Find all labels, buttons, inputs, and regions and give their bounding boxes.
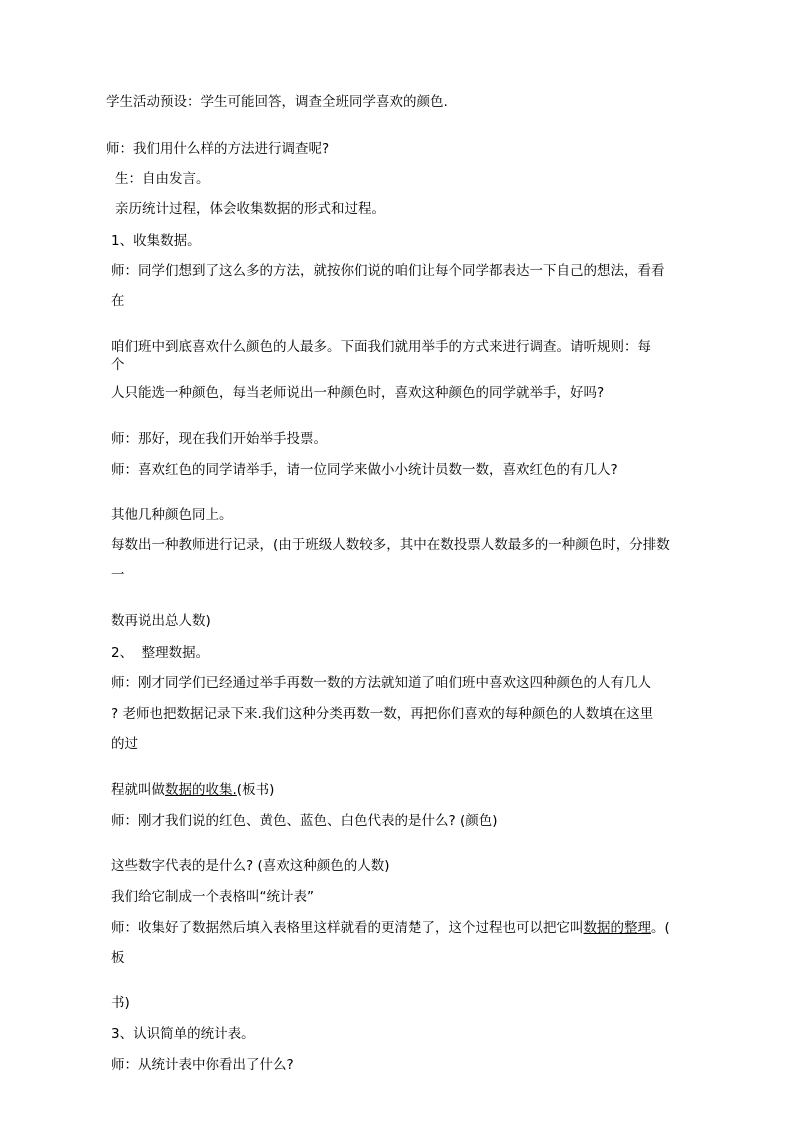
text-segment: 。(: [651, 920, 670, 936]
text-line-24: 我们给它制成一个表格叫“统计表”: [111, 889, 314, 905]
text-line-3: 生：自由发言。: [115, 171, 210, 187]
underlined-term-data-organization: 数据的整理: [583, 920, 651, 936]
text-line-5: 1、收集数据。: [111, 233, 201, 249]
text-line-15: 一: [111, 567, 125, 583]
text-line-19: ? 老师也把数据记录下来.我们这种分类再数一数，再把你们喜欢的每种颜色的人数填在这里: [111, 706, 654, 722]
text-line-21: [111, 781, 274, 799]
text-segment: 师：收集好了数据然后填入表格里这样就看的更清楚了，这个过程也可以把它叫: [111, 920, 584, 936]
text-line-1: 学生活动预设：学生可能回答，调查全班同学喜欢的颜色.: [106, 94, 448, 110]
board-note: (板书): [236, 782, 275, 798]
text-line-4: 亲历统计过程，体会收集数据的形式和过程。: [115, 201, 385, 217]
text-line-9: 个: [111, 357, 125, 373]
text-line-6: 师：同学们想到了这么多的方法，就按你们说的咱们让每个同学都表达一下自己的想法，看看: [111, 263, 665, 279]
text-line-29: 师：从统计表中你看出了什么?: [111, 1057, 294, 1073]
text-line-12: 师：喜欢红色的同学请举手，请一位同学来做小小统计员数一数，喜欢红色的有几人?: [111, 462, 618, 478]
text-line-17: 2、 整理数据。: [111, 645, 210, 661]
text-line-13: 其他几种颜色同上。: [111, 507, 233, 523]
text-line-26: 板: [111, 950, 125, 966]
text-line-10: 人只能选一种颜色，每当老师说出一种颜色时，喜欢这种颜色的同学就举手，好吗?: [111, 385, 605, 401]
text-line-25: [111, 919, 670, 937]
text-line-11: 师：那好，现在我们开始举手投票。: [111, 431, 327, 447]
underlined-term-data-collection: 数据的收集.: [165, 782, 237, 798]
text-line-22: 师：刚才我们说的红色、黄色、蓝色、白色代表的是什么? (颜色): [111, 813, 498, 829]
text-line-14: 每数出一种教师进行记录，(由于班级人数较多，其中在数投票人数最多的一种颜色时，分排数: [111, 537, 670, 553]
text-line-27: 书): [111, 995, 130, 1011]
text-line-7: 在: [111, 293, 125, 309]
text-line-23: 这些数字代表的是什么? (喜欢这种颜色的人数): [111, 858, 390, 874]
text-line-28: 3、认识简单的统计表。: [111, 1026, 255, 1042]
text-line-8: 咱们班中到底喜欢什么颜色的人最多。下面我们就用举手的方式来进行调查。请听规则：每: [111, 339, 651, 355]
text-line-20: 的过: [111, 736, 138, 752]
text-line-2: 师：我们用什么样的方法进行调查呢?: [106, 141, 330, 157]
text-line-16: 数再说出总人数): [111, 613, 211, 629]
text-segment: 程就叫做: [111, 782, 165, 798]
text-line-18: 师：刚才同学们已经通过举手再数一数的方法就知道了咱们班中喜欢这四种颜色的人有几人: [111, 675, 651, 691]
